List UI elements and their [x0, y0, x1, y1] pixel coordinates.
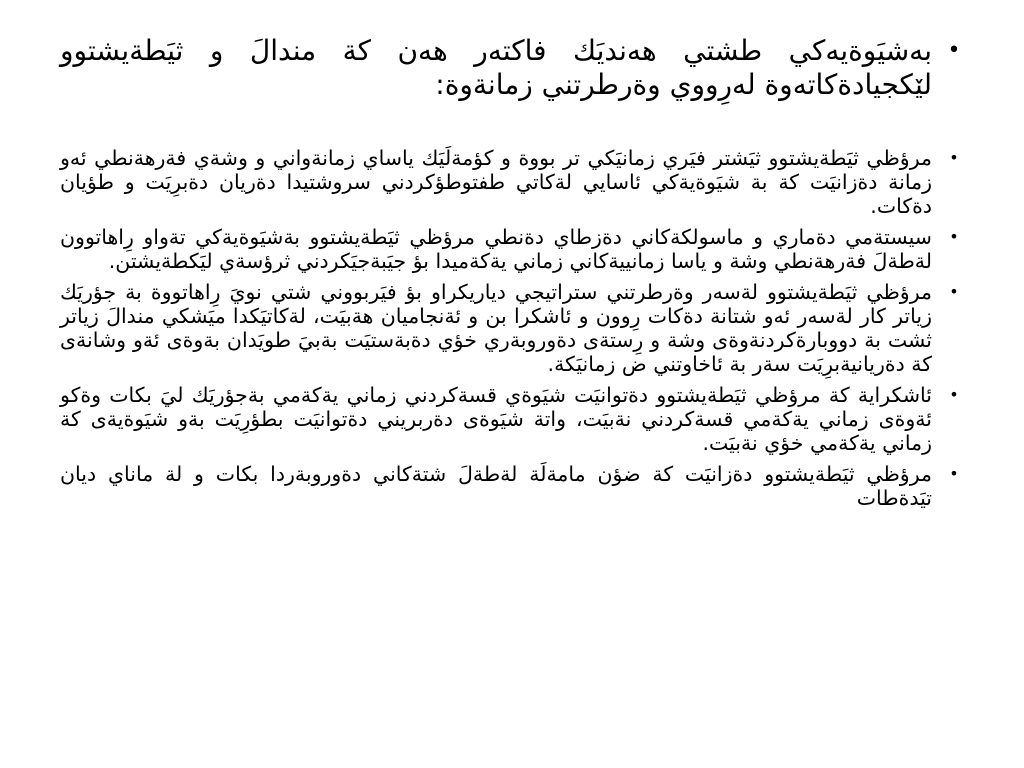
list-item-text: مرؤظي ثيَطةيشتوو لةسەر وةرطرتني ستراتيجي دياريكراو بؤ فيَربووني شتي نويَ رِاهاتووة بة جؤريَك زياتر كار لةسەر ئەو شتانة دةكات رِوون و ئاشكرا بن و ئةنجاميان هةبيَت، لةكاتيَكدا ميَشكي مندالَ زياتر ثشت بة دووبارةكردنةوةى وشة و رِستةى دةوروبةري خؤي دةبةستيَت بةبيَ طويَدان بةوةى ئةو وشانةى كة دةريانيةبرِيَت سةر بة ئاخاوتني ض زمانيَكة. — [60, 280, 932, 376]
list-item-text: مرؤظي ثيَطةيشتوو ثيَشتر فيَري زمانيَكي تر بووة و كؤمةلَيَك ياساي زمانةواني و وشةي فةرهةنطي ئەو زمانة دةزانيَت كة بة شيَوةيةكي ئاسايي لةكاتي طفتوطؤكردني سروشتيدا دةريان دةبرِيَت و طؤيان دةكات. — [60, 146, 932, 218]
intro-text: بەشیَوةیەکي طشتي هەندیَك فاکتەر هەن کة مندالَ و ثيَطةيشتوو لێکجیادةکاتەوة لەرِووي وةرطرتني زمانةوة: — [60, 34, 932, 101]
list-item-text: سيستةمي دةماري و ماسولكةكاني دةزطاي دةنطي مرؤظي ثيَطةيشتوو بةشيَوةيةكي تةواو رِاهاتوون لةطةلَ فةرهةنطي وشة و ياسا زمانييةكاني زماني يةكةمیدا بؤ جيَبةجيَكردني ثرؤسةي ليَكطةيشتن. — [60, 225, 932, 273]
bullet-icon: • — [949, 385, 959, 404]
list-item-text: مرؤظي ثيَطةيشتوو دةزانيَت كة ضؤن مامةلَة لةطةلَ شتةكاني دةوروبةردا بكات و لة ماناي ديان تيَدةطات — [60, 462, 932, 510]
bullet-icon: • — [949, 227, 959, 246]
bullet-icon: • — [949, 464, 959, 483]
list-item — [60, 146, 966, 218]
bullet-icon: • — [949, 282, 959, 301]
bullet-icon: • — [947, 38, 961, 63]
list-item — [60, 225, 966, 273]
list-item — [60, 280, 966, 376]
list-item — [60, 462, 966, 510]
bullet-list — [60, 34, 966, 510]
slide-content — [60, 34, 966, 517]
intro-bullet — [60, 34, 966, 102]
list-item-text: ئاشكراية كة مرؤظي ثيَطةيشتوو دةتوانيَت شيَوةي قسةكردني زماني يةكةمي بةجؤريَك ليَ بكات وةكو ئةوةى زماني يةكةمي قسةكردني نةبيَت، واتة شيَوةى دةربريني دةتوانيَت بطؤرِيَت بةو شيَوةيةى كة زماني يةكةمي خؤي نةبيَت. — [60, 383, 932, 455]
bullet-icon: • — [949, 148, 959, 167]
list-item — [60, 383, 966, 455]
